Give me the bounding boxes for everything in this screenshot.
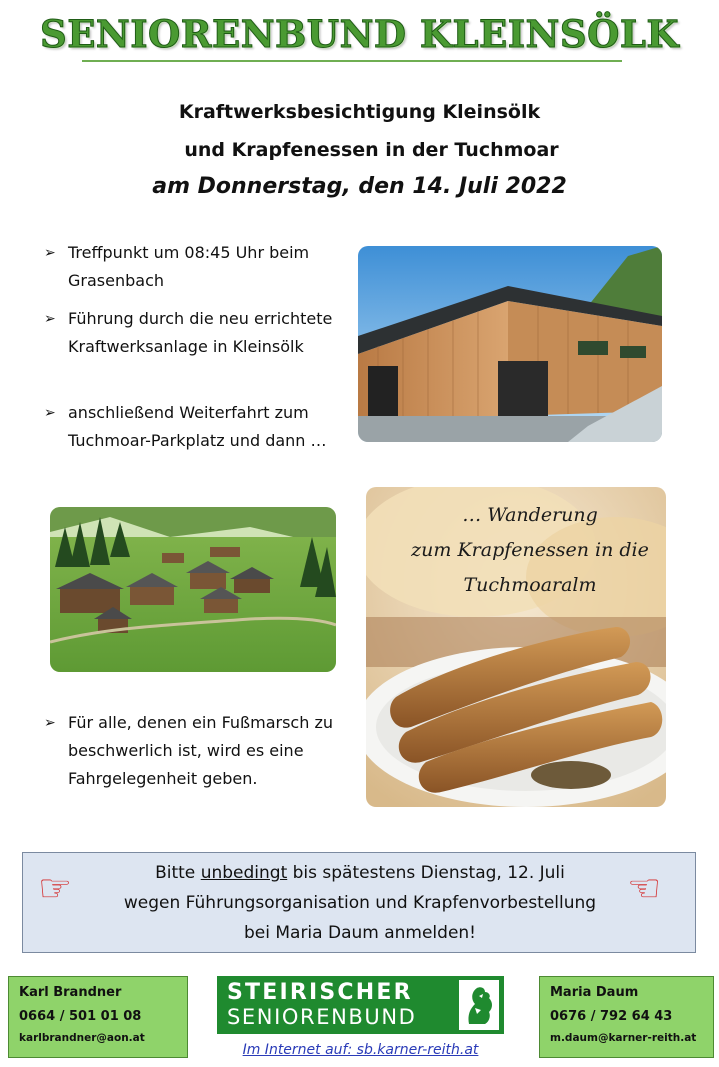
- event-headline: Kraftwerksbesichtigung Kleinsölk: [178, 101, 541, 123]
- alpine-pasture-photo: [50, 507, 336, 672]
- event-subheadline: und Krapfenessen in der Tuchmoar: [184, 139, 559, 161]
- bullet-text: anschließend Weiterfahrt zum Tuchmoar-Parkplatz und dann …: [68, 403, 327, 450]
- arrow-bullet-icon: ➢: [44, 405, 56, 421]
- notice-line: [82, 858, 638, 888]
- logo-text-line: SENIORENBUND: [227, 1005, 417, 1029]
- notice-line: bei Maria Daum anmelden!: [243, 923, 476, 943]
- power-plant-photo: [358, 246, 662, 442]
- contact-box-karl-brandner: [8, 976, 188, 1058]
- bullet-guided-tour: [44, 305, 344, 361]
- steirischer-seniorenbund-logo: [217, 976, 504, 1034]
- arrow-bullet-icon: ➢: [44, 715, 56, 731]
- notice-emphasis: unbedingt: [200, 863, 288, 883]
- hike-line: … Wanderung: [462, 504, 598, 526]
- pointing-hand-icon: ☞: [627, 866, 662, 910]
- bullet-meeting-point: [44, 239, 344, 295]
- registration-notice-text: [82, 858, 638, 948]
- panther-crest-icon: [459, 980, 499, 1030]
- arrow-bullet-icon: ➢: [44, 245, 56, 261]
- bullet-text: Treffpunkt um 08:45 Uhr beim Grasenbach: [68, 243, 310, 290]
- notice-line: wegen Führungsorganisation und Krapfenvorbestellung: [123, 893, 597, 913]
- website-link[interactable]: Im Internet auf: sb.karner-reith.at: [242, 1042, 479, 1058]
- notice-text-part: bis spätestens Dienstag, 12. Juli: [287, 863, 565, 883]
- bullet-onward-drive: [44, 399, 344, 455]
- contact-box-maria-daum: [539, 976, 714, 1058]
- title-underline: [82, 60, 622, 62]
- contact-name: Karl Brandner: [19, 985, 122, 1000]
- contact-phone: 0664 / 501 01 08: [19, 1009, 142, 1024]
- hike-line: zum Krapfenessen in die: [411, 539, 649, 561]
- contact-email[interactable]: m.daum@karner-reith.at: [550, 1032, 697, 1044]
- contact-email[interactable]: karlbrandner@aon.at: [19, 1032, 145, 1044]
- bullet-transport-option: [44, 709, 344, 793]
- notice-text-part: Bitte: [155, 863, 201, 883]
- hike-line: Tuchmoaralm: [463, 574, 597, 596]
- arrow-bullet-icon: ➢: [44, 311, 56, 327]
- bullet-text: Führung durch die neu errichtete Kraftwerksanlage in Kleinsölk: [68, 309, 333, 356]
- event-date: am Donnerstag, den 14. Juli 2022: [152, 174, 567, 199]
- bullet-text: Für alle, denen ein Fußmarsch zu beschwerlich ist, wird es eine Fahrgelegenheit geben.: [68, 713, 333, 788]
- contact-phone: 0676 / 792 64 43: [550, 1009, 673, 1024]
- hike-announcement: [384, 498, 676, 603]
- logo-text-line: STEIRISCHER: [227, 980, 413, 1005]
- contact-name: Maria Daum: [550, 985, 639, 1000]
- organization-title: SENIORENBUND KLEINSÖLK: [39, 12, 679, 56]
- pointing-hand-icon: ☞: [38, 866, 73, 910]
